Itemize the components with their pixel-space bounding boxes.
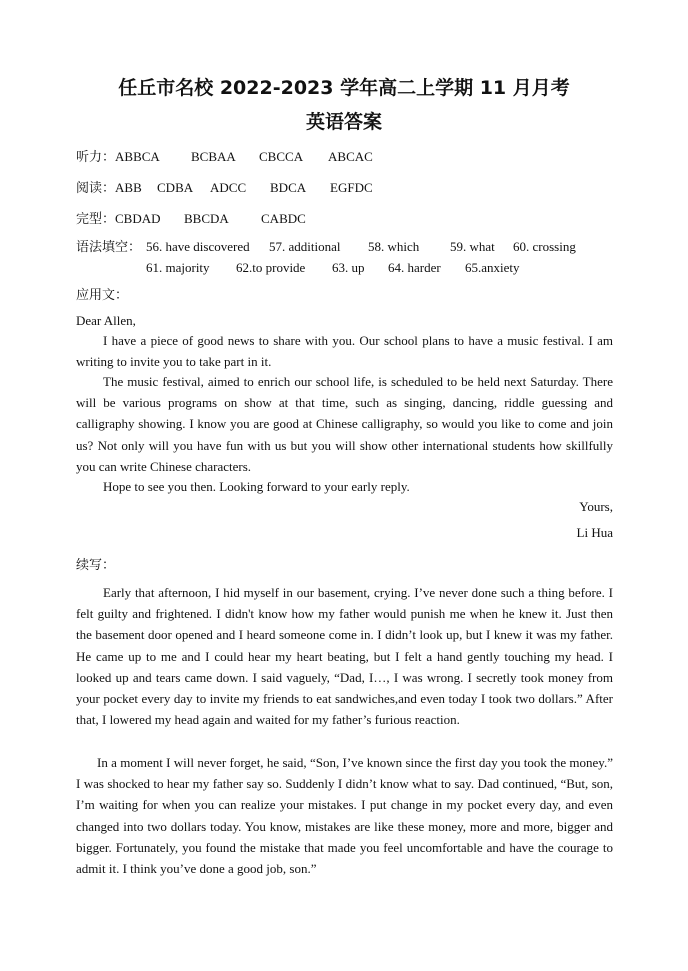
answer-group: ABB (115, 180, 142, 195)
grammar-answer: 63. up (332, 260, 365, 275)
letter-paragraph: The music festival, aimed to enrich our school life, is scheduled to be held next Saturday. There will be various programs on show at that time, such as singing, dancing, riddle guessing and calligraphy showing. I know you are good at Chinese calligraphy, so would you like to come and join us? Not only will you have fun with us but you will show other international students how skillfully you can write Chinese characters. (76, 374, 613, 474)
writing-label: 应用文： (76, 288, 129, 303)
story-paragraph: Early that afternoon, I hid myself in our basement, crying. I’ve never done such a thing before. I felt guilty and frightened. I didn't know how my father would punish me when he knew it. Just then the basement door opened and I heard someone come in. I didn’t look up, but I knew it was my father. He came up to me and I could hear my heart beating, but I felt a hand gently touching my head. I looked up and tears came down. I said vaguely, “Dad, I…, I was wrong. I secretly took money from your pocket every day to invite my friends to eat sandwiches,and even today I took two dollars.” After that, I lowered my head again and waited for my father’s furious reaction. (76, 585, 613, 728)
grammar-answer: 64. harder (388, 260, 441, 275)
grammar-label: 语法填空： (76, 240, 142, 255)
answer-group: BCBAA (191, 149, 236, 164)
answer-group: BBCDA (184, 211, 229, 226)
cloze-label: 完型： (76, 212, 116, 227)
answer-group: ABBCA (115, 149, 160, 164)
answer-group: CBDAD (115, 211, 161, 226)
listening-label: 听力： (76, 150, 116, 165)
answer-group: ADCC (210, 180, 247, 195)
page-title: 任丘市名校 2022-2023 学年高二上学期 11 月月考 (118, 77, 570, 99)
story-paragraph: In a moment I will never forget, he said, “Son, I’ve known since the first day you took the money.” I was shocked to hear my father say so. Suddenly I didn’t know what to say. Dad continued, “But, son, I’m waiting for when you can realize your mistakes. I put change in my pocket every day, and even changed into two dollars today. You know, mistakes are like these money, more and more, bigger and bigger. Fortunately, you found the mistake that made you feel uncomfortable and have the courage to admit it. I think you’ve done a good job, son.” (76, 755, 613, 877)
grammar-answer: 56. have discovered (146, 239, 250, 254)
grammar-answer: 62.to provide (236, 260, 306, 275)
reading-label: 阅读： (76, 181, 116, 196)
page-subtitle: 英语答案 (305, 111, 382, 133)
continuation-label-row (76, 556, 115, 575)
grammar-row-2 (146, 259, 520, 277)
answer-group: BDCA (270, 180, 307, 195)
grammar-answer: 60. crossing (513, 239, 576, 254)
letter-paragraph: Hope to see you then. Looking forward to your early reply. (103, 479, 410, 494)
letter-paragraph: I have a piece of good news to share with you. Our school plans to have a music festival. I am writing to invite you to take part in it. (76, 333, 613, 370)
grammar-answer: 59. what (450, 239, 495, 254)
grammar-answer: 61. majority (146, 260, 210, 275)
answer-group: CDBA (157, 180, 194, 195)
listening-row (76, 148, 373, 167)
grammar-answer: 57. additional (269, 239, 341, 254)
answer-group: CABDC (261, 211, 306, 226)
reading-row (76, 179, 373, 198)
writing-label-row (76, 286, 128, 305)
answer-group: EGFDC (330, 180, 373, 195)
letter-signature: Li Hua (576, 525, 613, 540)
continuation-label: 续写： (76, 558, 116, 573)
letter-closing: Yours, (579, 499, 613, 514)
answer-group: ABCAC (328, 149, 373, 164)
grammar-row-1 (76, 238, 576, 257)
grammar-answer: 65.anxiety (465, 260, 520, 275)
grammar-answer: 58. which (368, 239, 420, 254)
cloze-row (76, 210, 306, 229)
letter-salutation: Dear Allen, (76, 313, 136, 328)
answer-group: CBCCA (259, 149, 304, 164)
